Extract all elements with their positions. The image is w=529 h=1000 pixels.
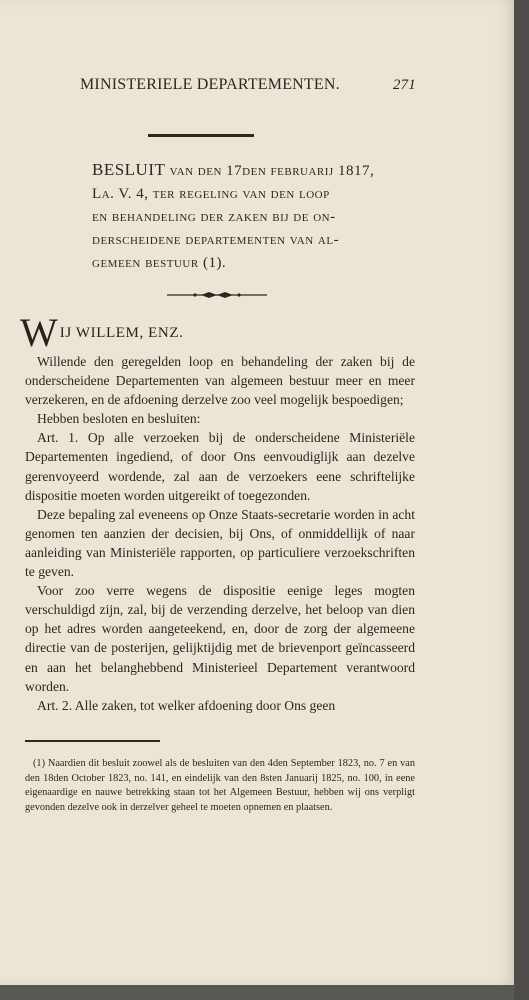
- decree-title: [92, 158, 416, 275]
- page-number: 271: [392, 77, 416, 93]
- title-line-5: gemeen bestuur (1).: [92, 255, 227, 271]
- title-first-word: BESLUIT: [92, 160, 166, 179]
- title-line-1: van den 17den februarij 1817,: [169, 163, 375, 179]
- paragraph: Art. 2. Alle zaken, tot welker afdoening door Ons geen: [37, 697, 336, 713]
- opening-text: IJ WILLEM, ENZ.: [59, 325, 184, 341]
- main-text: [25, 352, 415, 715]
- paragraph: Art. 1. Op alle verzoeken bij de onderscheidene Ministeriële Departementen ingediend, of door Ons eenvoudiglijk aan dezelve gerenvoyeerd wordende, zal aan de verzoekers eene schriftelijke dispositie moeten worden uitgereikt of toegezonden.: [25, 430, 415, 503]
- paragraph: Hebben besloten en besluiten:: [37, 411, 201, 427]
- page-bottom-edge: [0, 985, 514, 1000]
- page-edge: [514, 0, 529, 1000]
- footnote: [25, 757, 415, 815]
- footnote-rule: [25, 740, 160, 742]
- running-title: MINISTERIELE DEPARTEMENTEN.: [80, 76, 340, 93]
- ornament-divider: [167, 290, 267, 300]
- title-line-4: derscheidene departementen van al-: [92, 232, 340, 248]
- paragraph: Deze bepaling zal eveneens op Onze Staats-secretarie worden in acht genomen ten aanzien der decisien, bij Ons, of onmiddellijk of naar aanleiding van Ministeriële rapporten, op particuliere verzoekschriften te geven.: [25, 506, 415, 580]
- title-line-2: La. V. 4, ter regeling van den loop: [92, 186, 330, 202]
- opening-formula: [20, 310, 420, 355]
- footnote-text: (1) Naardien dit besluit zoowel als de besluiten van den 4den September 1823, no. 7 en van den 18den October 1823, no. 141, en eindelijk van den 8sten Januarij 1825, no. 100, in eene eigenaardige en nauwe betrekking staan tot het Algemeen Bestuur, hebben wij ons verpligt gevonden dezelve ook in derzelver geheel te moeten opnemen en plaatsen.: [25, 758, 415, 813]
- title-line-3: en behandeling der zaken bij de on-: [92, 209, 336, 225]
- paragraph: Willende den geregelden loop en behandeling der zaken bij de onderscheidene Departementen van algemeen bestuur meer en meer verzekeren, en de afdoening derzelve zoo veel mogelijk bespoedigen;: [25, 354, 415, 408]
- paragraph: Voor zoo verre wegens de dispositie eenige leges mogten verschuldigd zijn, zal, bij de verzending derzelve, het beloop van dien op het adres worden aangeteekend, en, door de zorg der algemeene directie van de posterijen, gelijktijdig met de brievenport geïncasseerd en aan het belanghebbend Ministerieel Departement verantwoord worden.: [25, 583, 415, 694]
- drop-cap: W: [20, 310, 58, 355]
- header-rule: [148, 134, 254, 137]
